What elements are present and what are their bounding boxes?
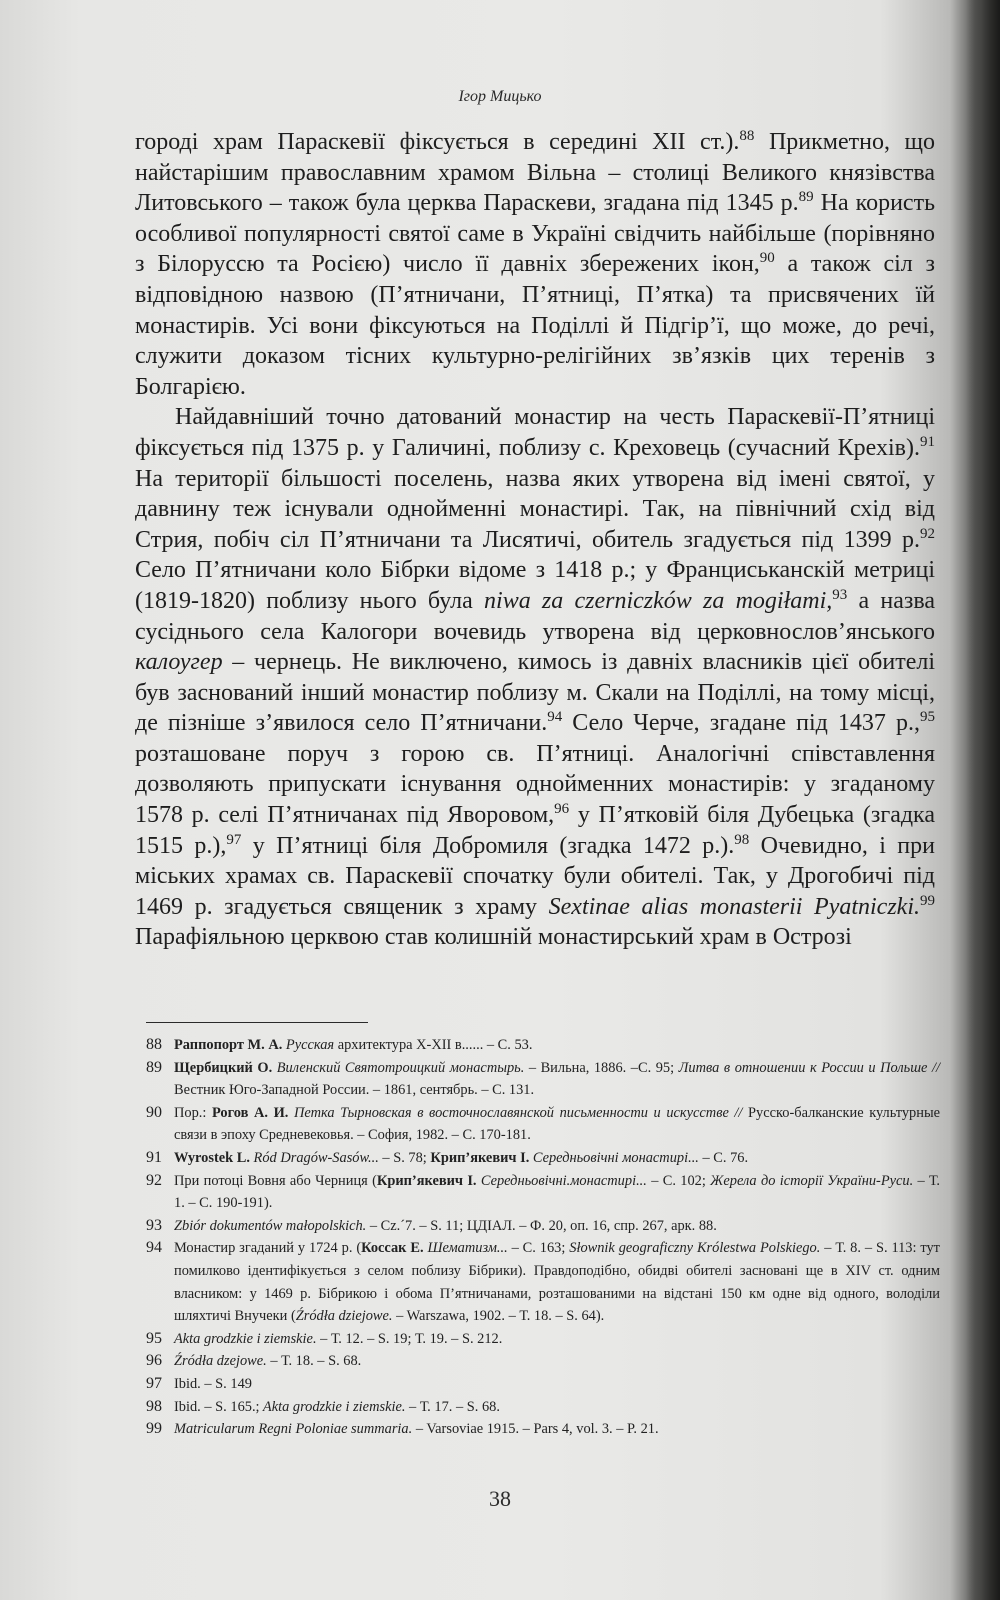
footnote-text [174, 1147, 940, 1170]
main-text [135, 127, 935, 953]
italic-segment: Matricularum Regni Poloniae summaria. [174, 1421, 413, 1438]
footnote-96 [146, 1350, 940, 1373]
italic-segment: Ród Dragów-Sasów... [249, 1149, 379, 1166]
footnote-89 [146, 1057, 940, 1102]
footnote-number: 89 [146, 1058, 162, 1076]
italic-segment: Zbiór dokumentów małopolskich. [174, 1217, 367, 1234]
footnote-ref[interactable]: 93 [832, 586, 848, 603]
text-segment: – С. 163; [507, 1240, 566, 1257]
author-name: Рогов А. И. [206, 1104, 289, 1121]
text-segment: Ibid. – S. 165.; [174, 1398, 260, 1415]
footnote-text [174, 1418, 940, 1441]
footnote-92 [146, 1170, 940, 1215]
author-name: Раппопорт М. А. [174, 1037, 283, 1053]
footnote-number: 95 [146, 1329, 162, 1347]
text-segment: Ibid. – S. 149 [174, 1375, 252, 1392]
text-segment: – Т. 1. – С. 190-191). [174, 1172, 940, 1212]
italic-segment: Akta grodzkie i ziemskie. [174, 1330, 317, 1347]
paragraph-1 [135, 127, 935, 402]
italic-segment: Шематизм... [423, 1240, 508, 1257]
footnote-95 [146, 1328, 940, 1351]
text-segment: – Вильна, 1886. –С. 95; [524, 1059, 675, 1076]
footnote-text [174, 1170, 940, 1215]
footnote-text [174, 1396, 940, 1419]
author-name: Щербицкий О. [174, 1059, 273, 1076]
author-name: Коссак Е. [361, 1240, 424, 1257]
footnote-98 [146, 1396, 940, 1419]
footnote-97 [146, 1373, 940, 1396]
running-head: Ігор Мицько [458, 88, 542, 105]
italic-segment: Середньовічні монастирі... [529, 1149, 699, 1166]
footnote-text [174, 1237, 940, 1327]
footnote-text [174, 1215, 940, 1238]
footnote-number: 94 [146, 1239, 162, 1257]
italic-segment: Sextinae alias monasterii Pyatniczki. [548, 893, 920, 920]
footnote-ref[interactable]: 88 [739, 128, 755, 144]
text-segment: – Т. 12. – S. 19; Т. 19. – S. 212. [316, 1330, 503, 1347]
footnote-text [174, 1102, 940, 1147]
footnote-text [174, 1350, 940, 1373]
text-segment: При потоці Вовня або Черниця ( [174, 1172, 377, 1189]
author-name: Wyrostek L. [174, 1149, 250, 1166]
text-segment: – Т. 18. – S. 68. [266, 1353, 362, 1370]
footnote-text [174, 1034, 940, 1057]
footnote-number: 97 [146, 1374, 162, 1392]
footnote-ref[interactable]: 97 [226, 831, 242, 848]
footnote-99 [146, 1418, 940, 1441]
text-segment: – Varsoviae 1915. – Pars 4, vol. 3. – P. 21. [412, 1421, 659, 1438]
footnote-93 [146, 1215, 940, 1238]
footnote-number: 92 [146, 1171, 162, 1189]
italic-segment: Słownik geograficzny Królestwa Polskiego. [565, 1240, 821, 1257]
italic-segment: niwa za czerniczków za mogiłami, [484, 587, 833, 614]
text-segment: – Т. 8. – S. 113: тут помилково ідентифікується з селом поблизу Бібрики). Правдоподібно, обидві обителі засновані ще в XIV ст. одним власником: у 1469 р. Бібрикою і обома П’ятничанами, розташованими на відстані 150 км одне від одного, володіли шляхтичі Внучеки ( [174, 1240, 940, 1325]
footnote-ref[interactable]: 90 [759, 250, 775, 267]
footnote-number: 98 [146, 1397, 162, 1415]
footnote-ref[interactable]: 89 [798, 189, 814, 206]
italic-segment: Виленский Святотроицкий монастырь. [272, 1059, 525, 1076]
text-segment: Прикметно, що найстарішим православним храмом Вільна – столиці Великого князівства Литовського – також була церква Параскеви, згадана під 1345 р. [135, 129, 935, 217]
text-segment: Русско-балканские культурные связи в эпоху Средневековья. – София, 1982. – С. 170-181. [174, 1104, 940, 1144]
text-segment: – Т. 17. – S. 68. [405, 1398, 500, 1415]
text-segment: Пор.: [174, 1104, 207, 1121]
page-number: 38 [489, 1486, 511, 1511]
italic-segment: Źródła dziejowe. [295, 1308, 393, 1325]
text-segment: – Cz.ˊ7. – S. 11; ЦДІАЛ. – Ф. 20, оп. 16, спр. 267, арк. 88. [366, 1217, 717, 1234]
footnote-ref[interactable]: 98 [734, 831, 750, 848]
footnote-ref[interactable]: 91 [920, 433, 935, 450]
text-segment: Село П’ятничани коло Бібрки відоме з 1418 р.; у Франциськанскій метриці (1819-1820) поблизу нього була [135, 557, 935, 614]
footnote-ref[interactable]: 96 [554, 801, 570, 818]
footnote-ref[interactable]: 92 [920, 525, 935, 542]
italic-segment: калоугер [135, 649, 223, 676]
footnote-number: 91 [146, 1148, 162, 1166]
text-segment: На території більшості поселень, назва яких утворена від імені святої, у давнину теж існували однойменні монастирі. Так, на північний схід від Стрия, побіч сіл П’ятничани та Лисятичі, обитель згадується під 1399 р. [135, 465, 935, 553]
footnote-divider [146, 1022, 368, 1023]
text-segment: Очевидно, і при міських храмах св. Параскевії спочатку були обителі. Так, у Дрогобичі під 1469 р. згадується священик з храму [135, 832, 935, 920]
italic-segment: Akta grodzkie i ziemskie. [259, 1398, 406, 1415]
paragraph-2 [135, 402, 935, 953]
text-segment: Монастир згаданий у 1724 р. ( [174, 1240, 362, 1257]
text-segment: Вестник Юго-Западной России. – 1861, сентябрь. – С. 131. [174, 1082, 535, 1099]
text-segment: – Warszawa, 1902. – Т. 18. – S. 64). [392, 1308, 605, 1325]
author-name: Крип’якевич І. [426, 1149, 530, 1166]
text-segment: розташоване поруч з горою св. П’ятниці. Аналогічні співставлення дозволяють припускати існування однойменних монастирів: у згаданому 1578 р. селі П’ятничанах під Яворовом, [135, 740, 935, 829]
text-segment: – С. 102; [646, 1172, 706, 1189]
footnote-ref[interactable]: 95 [919, 709, 935, 726]
binding-shadow [966, 0, 1000, 1600]
footnotes [146, 1034, 940, 1441]
text-segment: городі храм Параскевії фіксується в середині ХІІ ст.). [135, 129, 740, 155]
footnote-88 [146, 1034, 940, 1057]
text-segment: Парафіяльною церквою став колишній монастирський храм в Острозі [135, 924, 852, 951]
footnote-94 [146, 1237, 940, 1327]
text-segment: – С. 76. [698, 1149, 749, 1166]
footnote-91 [146, 1147, 940, 1170]
text-segment: у П’ятниці біля Добромиля (згадка 1472 р.). [241, 832, 735, 859]
author-name: Крип’якевич І. [376, 1172, 477, 1189]
footnote-90 [146, 1102, 940, 1147]
footnote-number: 96 [146, 1352, 162, 1370]
footnote-number: 99 [146, 1420, 162, 1438]
text-segment: – S. 78; [378, 1149, 427, 1166]
italic-segment: Русская [282, 1037, 335, 1053]
footnote-number: 88 [146, 1036, 162, 1053]
italic-segment: Źródła dzejowe. [174, 1353, 267, 1370]
footnote-number: 90 [146, 1103, 162, 1121]
text-segment: Село Черче, згадане під 1437 р., [562, 710, 920, 737]
text-segment: Найдавніший точно датований монастир на честь Параскевії-П’ятниці фіксується під 1375 р. у Галичині, поблизу с. Креховець (сучасний Крехів). [135, 404, 935, 461]
italic-segment: Петка Тырновская в восточнославянской письменности и искусстве // [288, 1104, 743, 1121]
footnote-number: 93 [146, 1216, 162, 1234]
text-segment: архитектура Х-ХІІ в...... – С. 53. [334, 1037, 533, 1053]
footnote-text [174, 1373, 940, 1396]
footnote-ref[interactable]: 94 [547, 709, 563, 726]
footnote-text [174, 1328, 940, 1351]
text-segment: – чернець. Не виключено, кимось із давніх власників цієї обителі був заснований інший монастир поблизу м. Скали на Поділлі, на тому місці, де пізніше з’явилося село П’ятничани. [135, 649, 935, 737]
footnote-ref[interactable]: 99 [920, 892, 935, 909]
text-segment: а назва сусіднього села Калогори вочевидь утворена від церковнослов’янського [135, 587, 936, 645]
text-segment: а також сіл з відповідною назвою (П’ятничани, П’ятниці, П’ятка) та присвячених їй монастирів. Усі вони фіксуються на Поділлі й Підгір’ї, що може, до речі, служити доказом тісних культурно-релігійних зв’язків цих теренів з Болгарією. [135, 251, 935, 400]
italic-segment: Жерела до історії України-Руси. [705, 1172, 914, 1189]
footnote-text [174, 1057, 940, 1102]
italic-segment: Середньовічні.монастирі... [476, 1172, 647, 1189]
text-segment: у П’ятковій біля Дубецька (згадка 1515 р.), [135, 802, 936, 859]
italic-segment: Литва в отношении к России и Польше // [674, 1059, 940, 1076]
text-segment: На користь особливої популярності святої саме в Україні свідчить найбільше (порівняно з Білоруссю та Росією) число її давніх збережених ікон, [135, 190, 936, 278]
